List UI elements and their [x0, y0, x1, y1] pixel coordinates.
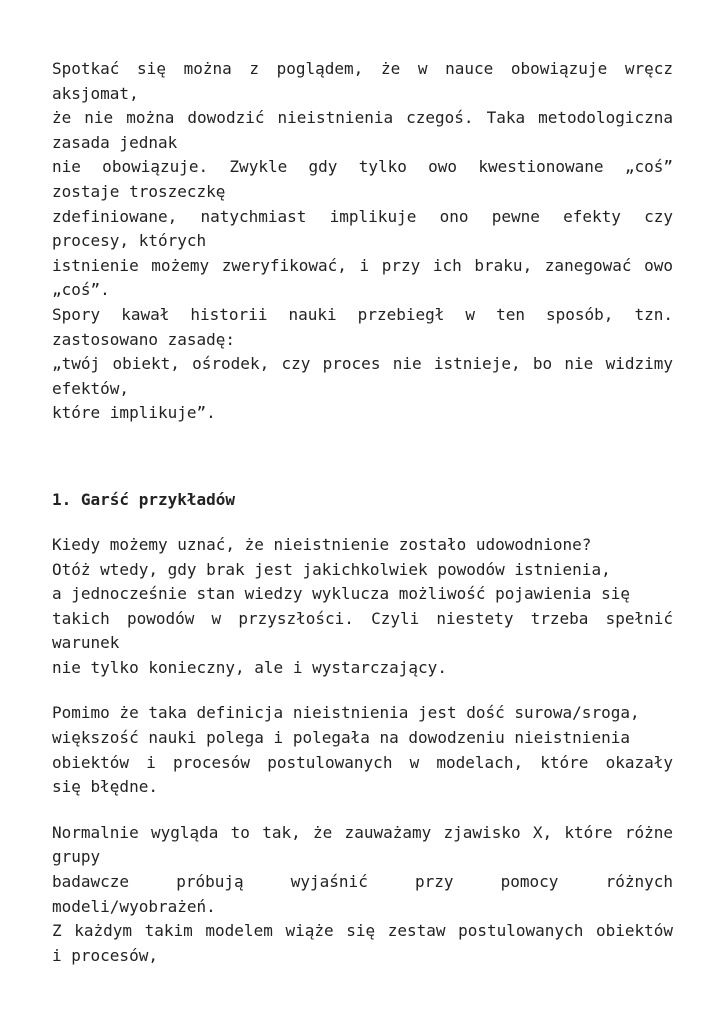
- text-line: zasada jednak: [52, 132, 178, 152]
- text-line: nie obowiązuje. Zwykle gdy tylko owo kwestionowane „coś”: [52, 157, 673, 177]
- text-line: Pomimo że taka definicja nieistnienia jest dość surowa/sroga,: [52, 703, 640, 723]
- text-line: że nie można dowodzić nieistnienia czegoś. Taka metodologiczna: [52, 108, 673, 128]
- document-page: [52, 57, 673, 968]
- section-heading: 1. Garść przykładów: [52, 489, 236, 509]
- text-line: Spory kawał historii nauki przebiegł w ten sposób, tzn.: [52, 304, 673, 324]
- section1-paragraph-3: [52, 821, 673, 969]
- intro-paragraph: [52, 57, 673, 426]
- text-line: warunek: [52, 633, 120, 653]
- text-line: zdefiniowane, natychmiast implikuje ono pewne efekty czy: [52, 206, 673, 226]
- text-line: efektów,: [52, 378, 130, 398]
- text-line: modeli/wyobrażeń.: [52, 896, 216, 916]
- text-line: większość nauki polega i polegała na dowodzeniu nieistnienia: [52, 728, 630, 748]
- text-line: które implikuje”.: [52, 403, 216, 423]
- text-line: Z każdym takim modelem wiąże się zestaw postulowanych obiektów: [52, 921, 673, 941]
- text-line: istnienie możemy zweryfikować, i przy ich braku, zanegować owo: [52, 255, 673, 275]
- text-line: nie tylko konieczny, ale i wystarczający.: [52, 657, 447, 677]
- text-line: Kiedy możemy uznać, że nieistnienie zostało udowodnione?: [52, 534, 592, 554]
- text-line: się błędne.: [52, 777, 158, 797]
- text-line: takich powodów w przyszłości. Czyli niestety trzeba spełnić: [52, 608, 673, 628]
- text-line: a jednocześnie stan wiedzy wyklucza możliwość pojawienia się: [52, 584, 630, 604]
- text-line: „twój obiekt, ośrodek, czy proces nie istnieje, bo nie widzimy: [52, 354, 673, 374]
- text-line: Spotkać się można z poglądem, że w nauce obowiązuje wręcz: [52, 59, 673, 78]
- text-line: Normalnie wygląda to tak, że zauważamy zjawisko X, które różne: [52, 822, 673, 842]
- text-line: „coś”.: [52, 280, 110, 300]
- section1-paragraph-2: [52, 701, 673, 799]
- text-line: aksjomat,: [52, 83, 139, 103]
- text-line: i procesów,: [52, 945, 158, 965]
- text-line: procesy, których: [52, 231, 207, 251]
- text-line: zostaje troszeczkę: [52, 181, 226, 201]
- section1-paragraph-1: [52, 533, 673, 681]
- text-line: grupy: [52, 847, 101, 867]
- text-line: Otóż wtedy, gdy brak jest jakichkolwiek powodów istnienia,: [52, 559, 611, 579]
- text-line: obiektów i procesów postulowanych w modelach, które okazały: [52, 752, 673, 772]
- text-line: zastosowano zasadę:: [52, 329, 236, 349]
- text-line: badawcze próbują wyjaśnić przy pomocy różnych: [52, 872, 673, 892]
